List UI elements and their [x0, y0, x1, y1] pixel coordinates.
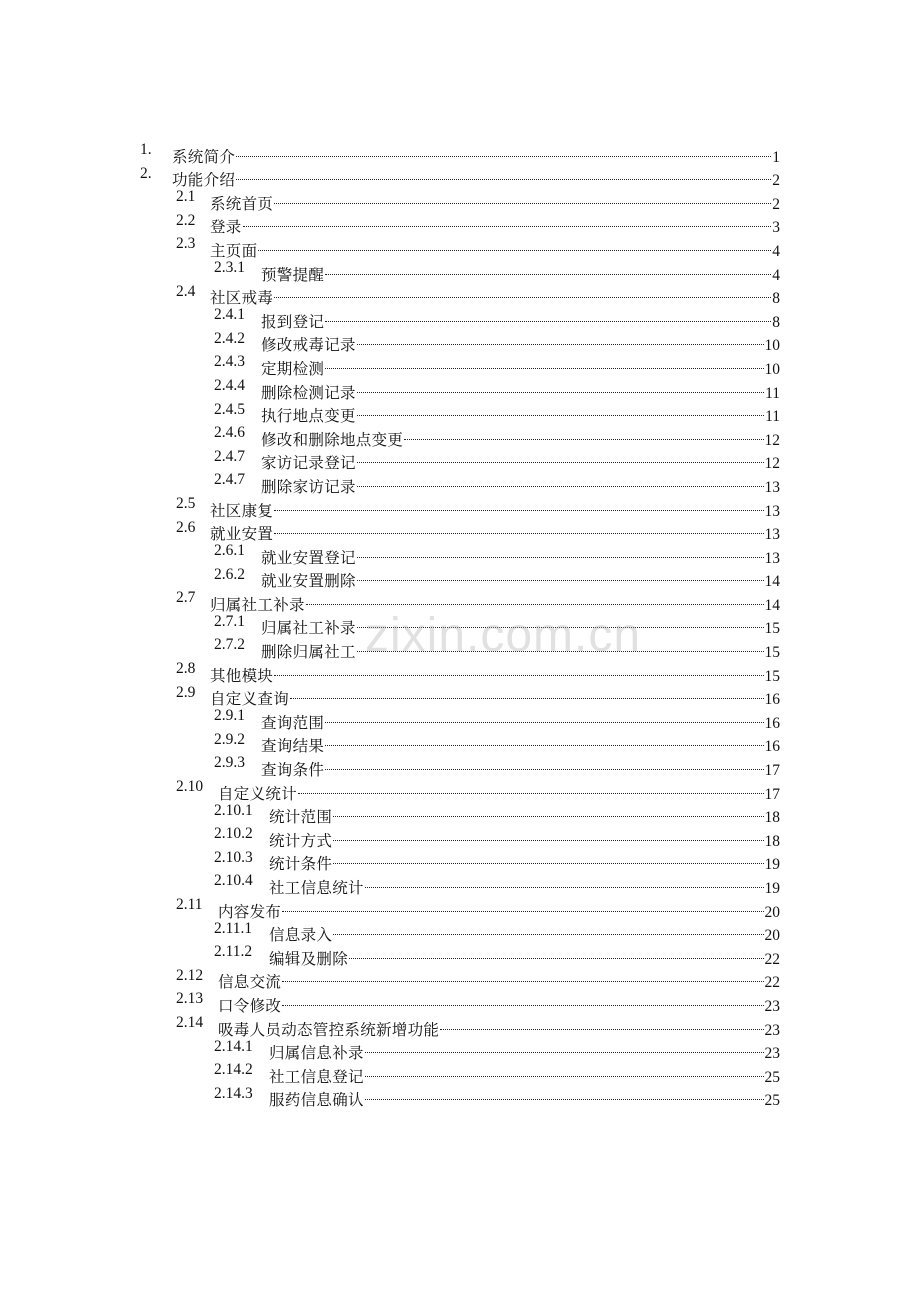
toc-entry-title: 社区戒毒 — [210, 290, 274, 308]
toc-entry-number: 2.9.3 — [214, 754, 245, 772]
toc-entry-page: 16 — [764, 714, 780, 732]
toc-entry[interactable] — [0, 209, 920, 237]
toc-entry-title: 报到登记 — [261, 313, 325, 331]
dot-leader — [274, 492, 763, 516]
toc-entry-title: 查询结果 — [261, 738, 325, 756]
toc-entry[interactable] — [0, 1058, 920, 1086]
dot-leader — [282, 987, 763, 1011]
toc-entry-title: 内容发布 — [218, 903, 282, 921]
toc-entry[interactable] — [0, 303, 920, 331]
dot-leader — [357, 445, 764, 469]
toc-entry[interactable] — [0, 374, 920, 402]
toc-entry-page: 3 — [772, 219, 780, 237]
toc-entry-title: 服药信息确认 — [269, 1092, 364, 1110]
toc-entry[interactable] — [0, 280, 920, 308]
toc-entry-number: 2. — [140, 164, 152, 182]
toc-entry-title: 自定义查询 — [210, 691, 290, 709]
toc-entry-title: 社工信息统计 — [269, 880, 364, 897]
toc-entry-title: 统计条件 — [269, 856, 333, 874]
toc-entry-page: 4 — [772, 266, 780, 284]
dot-leader — [236, 162, 771, 186]
toc-entry-title: 定期检测 — [261, 360, 325, 378]
dot-leader — [357, 374, 764, 398]
toc-entry-title: 社区康复 — [210, 502, 274, 520]
toc-entry-number: 2.14.1 — [214, 1037, 253, 1055]
dot-leader — [258, 232, 771, 256]
toc-entry-title: 归属社工补录 — [261, 620, 356, 638]
toc-entry-page: 17 — [764, 762, 780, 780]
toc-entry-title: 执行地点变更 — [261, 408, 356, 426]
toc-entry[interactable] — [0, 398, 920, 426]
toc-entry[interactable] — [0, 846, 920, 874]
toc-entry-page: 17 — [764, 785, 780, 803]
toc-entry-title: 修改和删除地点变更 — [261, 431, 404, 449]
dot-leader — [357, 468, 764, 492]
toc-entry-number: 2.4.3 — [214, 353, 245, 371]
dot-leader — [357, 398, 764, 422]
toc-entry-page: 11 — [765, 408, 780, 426]
toc-entry[interactable] — [0, 516, 920, 544]
toc-entry-number: 2.4.1 — [214, 306, 245, 324]
toc-entry[interactable] — [0, 327, 920, 355]
toc-entry-number: 2.6.2 — [214, 565, 245, 583]
toc-entry-title: 信息交流 — [218, 974, 282, 992]
toc-entry-title: 删除检测记录 — [261, 384, 356, 402]
toc-entry-title: 系统首页 — [210, 195, 274, 213]
dot-leader — [243, 209, 772, 233]
toc-entry-page: 8 — [772, 313, 780, 331]
toc-entry-number: 2.4.4 — [214, 376, 245, 394]
dot-leader — [357, 539, 764, 563]
toc-entry-number: 2.4 — [176, 282, 196, 300]
toc-entry-line — [269, 1082, 780, 1113]
toc-entry-number: 1. — [140, 141, 152, 158]
toc-entry-title: 统计方式 — [269, 832, 333, 850]
dot-leader — [325, 751, 763, 775]
dot-leader — [440, 1011, 763, 1035]
toc-entry-page: 2 — [772, 172, 780, 190]
toc-entry-title: 吸毒人员动态管控系统新增功能 — [218, 1021, 440, 1039]
toc-entry-page: 20 — [764, 903, 780, 921]
dot-leader — [325, 704, 763, 728]
toc-entry-number: 2.4.6 — [214, 424, 245, 442]
toc-entry[interactable] — [0, 1011, 920, 1039]
dot-leader — [365, 1058, 764, 1082]
toc-entry[interactable] — [0, 728, 920, 756]
dot-leader — [274, 516, 763, 540]
toc-entry-title: 编辑及删除 — [269, 950, 349, 968]
dot-leader — [404, 421, 763, 445]
toc-entry[interactable] — [0, 445, 920, 473]
toc-entry[interactable] — [0, 751, 920, 780]
toc-entry[interactable] — [0, 987, 920, 1015]
dot-leader — [365, 1082, 764, 1106]
toc-entry-number: 2.10.3 — [214, 848, 253, 866]
toc-entry-page: 20 — [764, 927, 780, 945]
dot-leader — [357, 563, 764, 587]
toc-entry[interactable] — [0, 468, 920, 496]
dot-leader — [325, 350, 763, 374]
toc-entry-title: 口令修改 — [218, 997, 282, 1015]
dot-leader — [325, 728, 763, 752]
dot-leader — [357, 327, 764, 351]
toc-entry-title: 查询范围 — [261, 714, 325, 732]
toc-entry-number: 2.7.2 — [214, 636, 245, 654]
toc-entry-number: 2.9 — [176, 683, 196, 701]
dot-leader — [282, 964, 763, 988]
dot-leader — [298, 775, 763, 799]
toc-entry-title: 信息录入 — [269, 927, 333, 945]
toc-entry[interactable] — [0, 799, 920, 827]
toc-entry-page: 13 — [764, 526, 780, 544]
dot-leader — [333, 846, 763, 870]
toc-entry[interactable] — [0, 162, 920, 190]
dot-leader — [365, 869, 764, 893]
toc-entry-title: 查询条件 — [261, 762, 325, 780]
toc-entry[interactable] — [0, 256, 920, 284]
toc-entry[interactable] — [0, 775, 920, 803]
toc-entry-number: 2.2 — [176, 211, 196, 229]
toc-entry[interactable] — [0, 539, 920, 567]
toc-entry-number: 2.9.2 — [214, 730, 245, 748]
toc-entry-page: 1 — [772, 148, 780, 166]
toc-entry-number: 2.7 — [176, 589, 196, 607]
toc-entry-number: 2.10.2 — [214, 825, 253, 843]
toc-entry[interactable] — [0, 869, 920, 897]
toc-entry-number: 2.4.2 — [214, 329, 245, 347]
dot-leader — [306, 586, 764, 610]
toc-entry-title: 就业安置删除 — [261, 573, 356, 591]
dot-leader — [349, 940, 763, 964]
toc-entry[interactable] — [0, 586, 920, 614]
toc-entry-title: 归属信息补录 — [269, 1045, 364, 1063]
toc-entry-page: 16 — [764, 738, 780, 756]
toc-entry[interactable] — [0, 964, 920, 992]
toc-entry-number: 2.8 — [176, 660, 196, 678]
toc-entry-page: 18 — [764, 832, 780, 850]
toc-entry-title: 统计范围 — [269, 809, 333, 827]
dot-leader — [333, 822, 763, 846]
toc-entry-number: 2.9.1 — [214, 707, 245, 725]
toc-entry-number: 2.14.2 — [214, 1061, 253, 1079]
toc-entry[interactable] — [0, 1082, 920, 1110]
toc-entry-title: 归属社工补录 — [210, 596, 305, 614]
toc-entry-number: 2.14.3 — [214, 1084, 253, 1102]
toc-entry[interactable] — [0, 822, 920, 850]
dot-leader — [365, 1035, 764, 1059]
toc-entry-title: 删除家访记录 — [261, 478, 356, 496]
toc-entry[interactable] — [0, 681, 920, 709]
toc-entry-number: 2.11.1 — [214, 919, 253, 937]
toc-entry-number: 2.10 — [176, 778, 204, 796]
toc-entry-page: 19 — [764, 880, 780, 897]
toc-entry-page: 4 — [772, 242, 780, 260]
toc-entry-number: 2.14 — [176, 1013, 204, 1031]
toc-entry-page: 13 — [764, 502, 780, 520]
toc-entry-page: 16 — [764, 691, 780, 709]
dot-leader — [325, 303, 771, 327]
toc-entry-number: 2.4.5 — [214, 400, 245, 418]
dot-leader — [325, 256, 771, 280]
toc-entry[interactable] — [0, 138, 920, 166]
dot-leader — [236, 138, 771, 162]
toc-entry[interactable] — [0, 940, 920, 968]
dot-leader — [333, 799, 763, 823]
toc-entry-number: 2.3.1 — [214, 258, 245, 276]
toc-entry-page: 25 — [764, 1068, 780, 1086]
toc-entry[interactable] — [0, 350, 920, 378]
toc-entry-page: 13 — [764, 549, 780, 567]
toc-entry-number: 2.13 — [176, 990, 204, 1008]
toc-entry-number: 2.1 — [176, 188, 196, 206]
toc-entry-page: 11 — [765, 384, 780, 402]
toc-entry-page: 23 — [764, 1045, 780, 1063]
toc-entry-page: 14 — [764, 573, 780, 591]
toc-entry-page: 12 — [764, 431, 780, 449]
toc-entry[interactable] — [0, 421, 920, 449]
toc-entry-page: 25 — [764, 1092, 780, 1110]
toc-entry-number: 2.5 — [176, 494, 196, 512]
toc-entry-title: 预警提醒 — [261, 266, 325, 284]
toc-entry-page: 14 — [764, 596, 780, 614]
toc-entry-title: 就业安置登记 — [261, 549, 356, 567]
toc-entry-page: 23 — [764, 1021, 780, 1039]
toc-entry[interactable] — [0, 563, 920, 591]
toc-entry-title: 修改戒毒记录 — [261, 337, 356, 355]
toc-entry-page: 19 — [764, 856, 780, 874]
toc-entry-title: 就业安置 — [210, 526, 274, 544]
toc-entry[interactable] — [0, 917, 920, 945]
toc-entry-number: 2.6 — [176, 518, 196, 536]
watermark: zixin.com.cn — [365, 609, 642, 662]
toc-entry-page: 10 — [764, 337, 780, 355]
toc-entry-number: 2.11.2 — [214, 943, 253, 961]
toc-entry-page: 2 — [772, 195, 780, 213]
toc-entry-number: 2.6.1 — [214, 542, 245, 560]
toc-entry[interactable] — [0, 893, 920, 921]
toc-entry[interactable] — [0, 185, 920, 213]
toc-entry-number: 2.7.1 — [214, 612, 245, 630]
toc-entry-page: 23 — [764, 997, 780, 1015]
toc-entry-number: 2.4.7 — [214, 447, 245, 465]
toc-entry[interactable] — [0, 232, 920, 260]
toc-entry[interactable] — [0, 492, 920, 520]
toc-entry-title: 功能介绍 — [172, 172, 236, 190]
dot-leader — [282, 893, 763, 917]
dot-leader — [290, 681, 763, 705]
toc-entry-page: 22 — [764, 974, 780, 992]
toc-entry-number: 2.10.4 — [214, 872, 253, 890]
toc-entry-title: 其他模块 — [210, 667, 274, 685]
toc-entry-number: 2.12 — [176, 966, 204, 984]
toc-entry-title: 删除归属社工 — [261, 644, 356, 662]
toc-entry-page: 18 — [764, 809, 780, 827]
toc-entry-page: 12 — [764, 455, 780, 473]
toc-entry[interactable] — [0, 704, 920, 732]
dot-leader — [333, 917, 763, 941]
toc-entry-page: 15 — [764, 620, 780, 638]
toc-entry-page: 22 — [764, 950, 780, 968]
dot-leader — [274, 185, 771, 209]
toc-entry-number: 2.4.7 — [214, 471, 245, 489]
toc-entry-title: 主页面 — [210, 242, 258, 260]
toc-entry-page: 15 — [764, 644, 780, 662]
toc-entry-title: 社工信息登记 — [269, 1068, 364, 1086]
toc-entry[interactable] — [0, 1035, 920, 1063]
toc-entry-page: 15 — [764, 667, 780, 685]
toc-entry-number: 2.11 — [176, 896, 203, 913]
dot-leader — [274, 280, 771, 304]
toc-entry-page: 8 — [772, 290, 780, 308]
toc-entry-page: 13 — [764, 478, 780, 496]
toc-entry-page: 10 — [764, 360, 780, 378]
toc-entry-title: 家访记录登记 — [261, 455, 356, 473]
toc-entry-title: 系统简介 — [172, 148, 236, 166]
toc-entry-title: 登录 — [210, 219, 242, 237]
toc-entry-number: 2.10.1 — [214, 801, 253, 819]
toc-entry-number: 2.3 — [176, 235, 196, 253]
toc-entry-title: 自定义统计 — [218, 785, 298, 803]
